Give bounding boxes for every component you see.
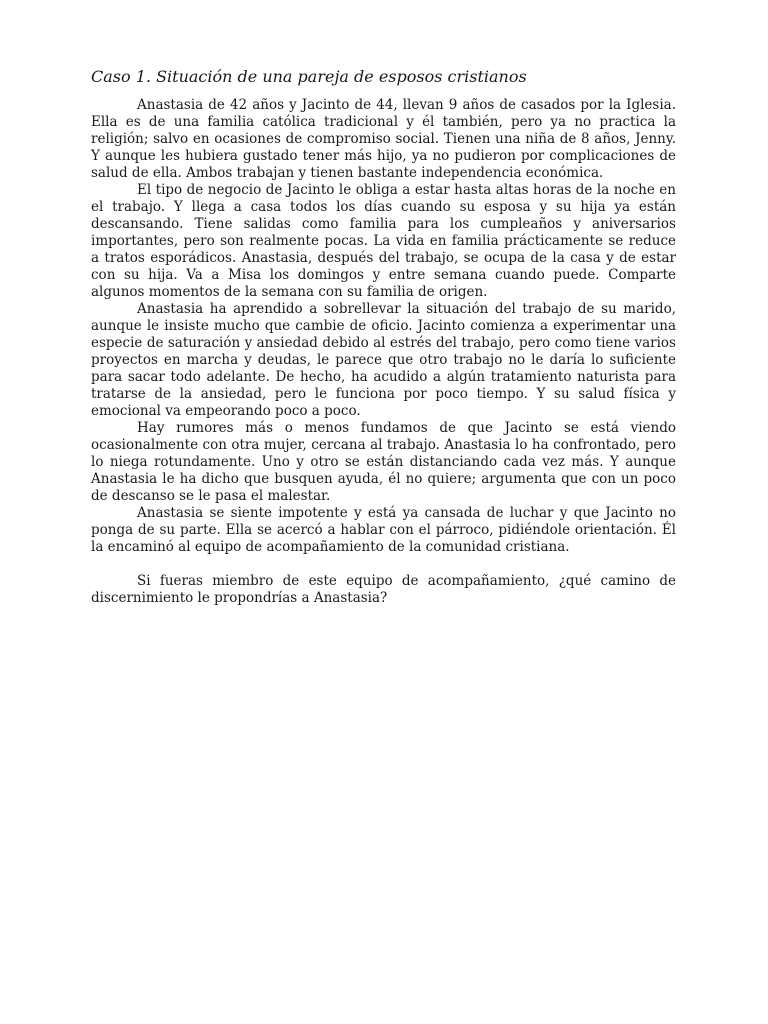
paragraph-4: Hay rumores más o menos fundamos de que Jacinto se está viendo ocasionalmente con otra mujer, cercana al trabajo. Anastasia lo ha confrontado, pero lo niega rotundamente. Uno y otro se están distanciando cada vez más. Y aunque Anastasia le ha dicho que busquen ayuda, él no quiere; argumenta que con un poco de descanso se le pasa el malestar. xyxy=(91,420,676,504)
discussion-question: Si fueras miembro de este equipo de acompañamiento, ¿qué camino de discernimiento le propondrías a Anastasia? xyxy=(91,573,676,606)
paragraph-3: Anastasia ha aprendido a sobrellevar la situación del trabajo de su marido, aunque le insiste mucho que cambie de oficio. Jacinto comienza a experimentar una especie de saturación y ansiedad debido al estrés del trabajo, pero como tiene varios proyectos en marcha y deudas, le parece que otro trabajo no le daría lo suficiente para sacar todo adelante. De hecho, ha acudido a algún tratamiento naturista para tratarse de la ansiedad, pero le funciona por poco tiempo. Y su salud física y emocional va empeorando poco a poco. xyxy=(91,301,676,419)
document-page xyxy=(91,66,676,607)
document-title: Caso 1. Situación de una pareja de esposos cristianos xyxy=(91,67,527,86)
paragraph-2: El tipo de negocio de Jacinto le obliga a estar hasta altas horas de la noche en el trabajo. Y llega a casa todos los días cuando su esposa y su hija ya están descansando. Tiene salidas como familia para los cumpleaños y aniversarios importantes, pero son realmente pocas. La vida en familia prácticamente se reduce a tratos esporádicos. Anastasia, después del trabajo, se ocupa de la casa y de estar con su hija. Va a Misa los domingos y entre semana cuando puede. Comparte algunos momentos de la semana con su familia de origen. xyxy=(91,182,676,300)
paragraph-5: Anastasia se siente impotente y está ya cansada de luchar y que Jacinto no ponga de su parte. Ella se acercó a hablar con el párroco, pidiéndole orientación. Él la encaminó al equipo de acompañamiento de la comunidad cristiana. xyxy=(91,505,676,555)
paragraph-1: Anastasia de 42 años y Jacinto de 44, llevan 9 años de casados por la Iglesia. Ella es de una familia católica tradicional y él también, pero ya no practica la religión; salvo en ocasiones de compromiso social. Tienen una niña de 8 años, Jenny. Y aunque les hubiera gustado tener más hijo, ya no pudieron por complicaciones de salud de ella. Ambos trabajan y tienen bastante independencia económica. xyxy=(91,97,676,181)
document-body xyxy=(91,97,676,607)
